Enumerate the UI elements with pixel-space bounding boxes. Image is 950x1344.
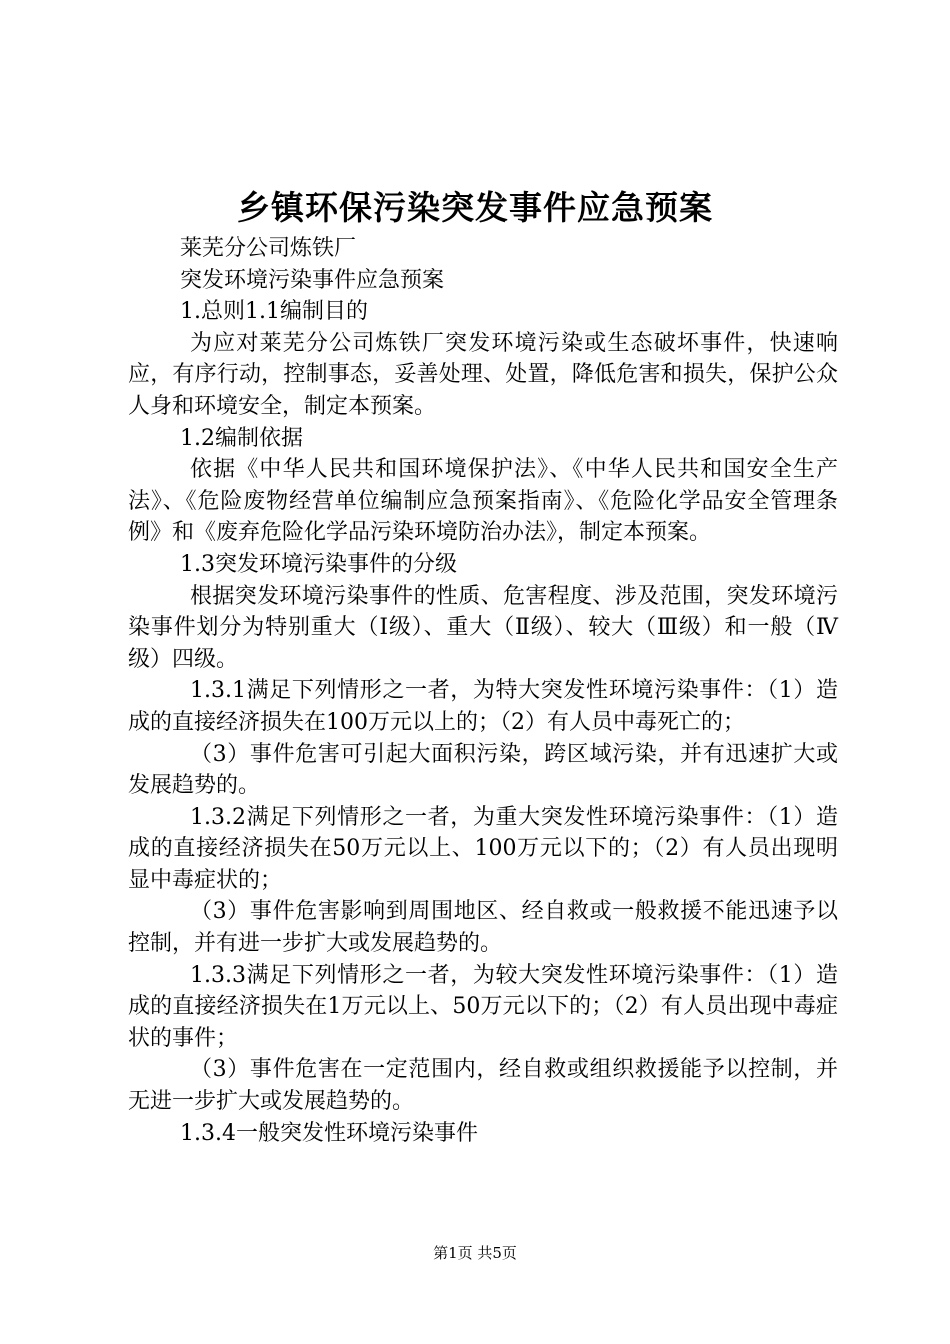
heading-1-3-4: 1.3.4一般突发性环境污染事件 xyxy=(180,1120,478,1146)
page-footer: 第1页 共5页 xyxy=(433,1244,517,1262)
paragraph-1-3-1: 1.3.1满足下列情形之一者，为特大突发性环境污染事件：（1）造成的直接经济损失在100万元以上的；（2）有人员中毒死亡的； xyxy=(128,678,838,735)
paragraph-1-3-2-item3: （3）事件危害影响到周围地区、经自救或一般救援不能迅速予以控制，并有进一步扩大或发展趋势的。 xyxy=(128,899,838,957)
paragraph-purpose: 为应对莱芜分公司炼铁厂突发环境污染或生态破坏事件，快速响应，有序行动，控制事态，妥善处理、处置，降低危害和损失，保护公众人身和环境安全，制定本预案。 xyxy=(128,330,838,419)
paragraph-1-3-3-item3: （3）事件危害在一定范围内，经自救或组织救援能予以控制，并无进一步扩大或发展趋势的。 xyxy=(128,1057,838,1115)
page-title: 乡镇环保污染突发事件应急预案 xyxy=(237,188,713,227)
heading-1-1: 1.总则1.1编制目的 xyxy=(180,299,368,325)
paragraph-subtitle: 突发环境污染事件应急预案 xyxy=(180,267,445,293)
document-body xyxy=(128,233,838,1149)
heading-1-3: 1.3突发环境污染事件的分级 xyxy=(180,551,457,577)
paragraph-1-3-3: 1.3.3满足下列情形之一者，为较大突发性环境污染事件：（1）造成的直接经济损失在1万元以上、50万元以下的；（2）有人员出现中毒症状的事件； xyxy=(128,962,838,1051)
paragraph-1-3-1-item3: （3）事件危害可引起大面积污染，跨区域污染，并有迅速扩大或发展趋势的。 xyxy=(128,741,838,799)
paragraph-classification: 根据突发环境污染事件的性质、危害程度、涉及范围，突发环境污染事件划分为特别重大（Ⅰ级）、重大（Ⅱ级）、较大（Ⅲ级）和一般（Ⅳ级）四级。 xyxy=(128,583,838,672)
paragraph-basis: 依据《中华人民共和国环境保护法》、《中华人民共和国安全生产法》、《危险废物经营单位编制应急预案指南》、《危险化学品安全管理条例》和《废弃危险化学品污染环境防治办法》，制定本预案。 xyxy=(128,457,838,546)
paragraph-1-3-2: 1.3.2满足下列情形之一者，为重大突发性环境污染事件：（1）造成的直接经济损失在50万元以上、100万元以下的；（2）有人员出现明显中毒症状的； xyxy=(128,804,838,893)
paragraph-company: 莱芜分公司炼铁厂 xyxy=(180,236,357,261)
heading-1-2: 1.2编制依据 xyxy=(180,425,303,451)
